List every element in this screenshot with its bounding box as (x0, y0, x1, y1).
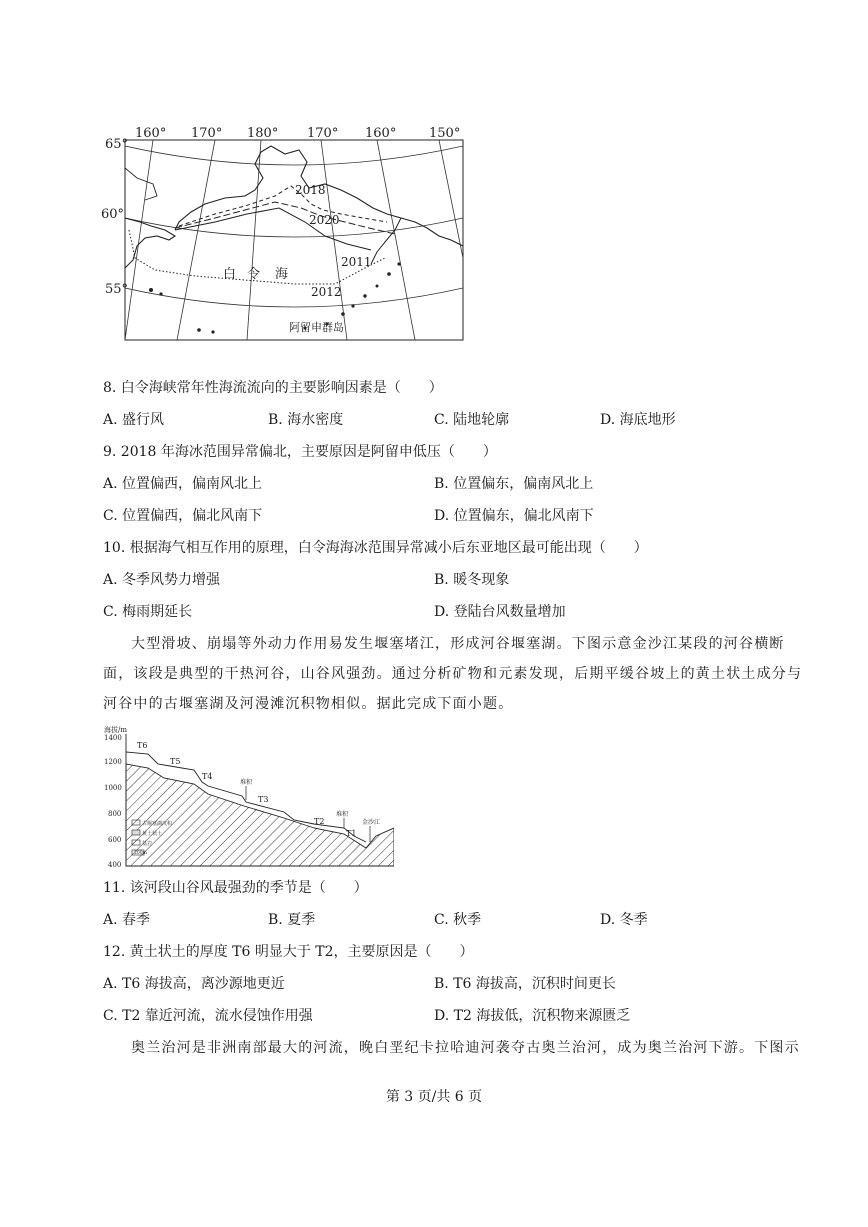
terrace-t6: T6 (137, 741, 148, 750)
q9-option-a[interactable]: A. 位置偏西，偏南风北上 (103, 476, 263, 492)
sea-label-char-1: 白 (223, 267, 237, 282)
q9-option-c[interactable]: C. 位置偏西，偏北风南下 (103, 508, 263, 524)
q9-option-d[interactable]: D. 位置偏东，偏北风南下 (434, 508, 594, 524)
q8-option-d[interactable]: D. 海底地形 (600, 412, 676, 428)
q12-option-d[interactable]: D. T2 海拔低，沉积物来源匮乏 (434, 1008, 631, 1024)
q12-option-b[interactable]: B. T6 海拔高，沉积时间更长 (434, 976, 616, 992)
y-tick-1400: 1400 (104, 734, 122, 742)
map-frame (125, 140, 463, 340)
q11-stem: 11. 该河段山谷风最强劲的季节是（ ） (103, 880, 368, 896)
q10-option-d[interactable]: D. 登陆台风数量增加 (434, 604, 566, 620)
passage1-line-2: 面，该段是典型的干热河谷，山谷风强劲。通过分析矿物和元素发现，后期平缓谷坡上的黄土状土成分与 (103, 666, 803, 682)
legend-lake-deposit: 古堰塞湖沉积 (142, 821, 173, 827)
y-tick-1000: 1000 (104, 784, 122, 792)
river-valley-profile (104, 724, 394, 870)
bering-sea-map (95, 118, 475, 348)
annotation-deposit-1: 堆积 (240, 779, 253, 786)
q12-stem: 12. 黄土状土的厚度 T6 明显大于 T2，主要原因是（ ） (103, 944, 474, 960)
legend-scale: 200m (134, 851, 147, 856)
q10-stem: 10. 根据海气相互作用的原理，白令海海冰范围异常减小后东亚地区最可能出现（ ） (103, 540, 648, 556)
lon-label-5: 160° (365, 126, 397, 141)
lat-label-55: 55° (105, 282, 129, 297)
alaska-coastline (261, 146, 463, 246)
bedrock-profile (126, 764, 394, 866)
terrace-t3: T3 (258, 795, 269, 804)
lat-line-55 (125, 288, 463, 307)
legend-bedrock: 基岩 (142, 841, 153, 847)
islands-label: 阿留申群岛 (289, 321, 344, 334)
annotation-deposit-2: 堆积 (336, 811, 349, 818)
q9-option-b[interactable]: B. 位置偏东，偏南风北上 (434, 476, 594, 492)
page-footer: 第 3 页/共 6 页 (385, 1089, 483, 1105)
y-tick-600: 600 (108, 836, 122, 844)
year-label-2012: 2012 (311, 285, 342, 299)
q10-option-b[interactable]: B. 暖冬现象 (434, 572, 510, 588)
lat-label-65: 65° (105, 137, 129, 152)
profile-y-title: 海拔/m (104, 726, 127, 734)
lon-label-4: 170° (307, 126, 339, 141)
annotation-jinsha-river: 金沙江 (362, 819, 381, 826)
q12-option-a[interactable]: A. T6 海拔高，离沙源地更近 (103, 976, 285, 992)
y-tick-400: 400 (108, 861, 122, 869)
q8-option-b[interactable]: B. 海水密度 (268, 412, 344, 428)
q8-option-a[interactable]: A. 盛行风 (103, 412, 165, 428)
lon-label-2: 170° (191, 126, 223, 141)
passage1-line-3: 河谷中的古堰塞湖及河漫滩沉积物相似。据此完成下面小题。 (103, 696, 514, 712)
terrace-t5: T5 (170, 757, 181, 766)
q8-option-c[interactable]: C. 陆地轮廓 (434, 412, 510, 428)
passage1-line-1: 大型滑坡、崩塌等外动力作用易发生堰塞堵江，形成河谷堰塞湖。下图示意金沙江某段的河谷横断 (131, 636, 785, 652)
q9-stem: 9. 2018 年海冰范围异常偏北，主要原因是阿留申低压（ ） (103, 444, 497, 460)
lon-label-6: 150° (429, 126, 461, 141)
terrace-t2: T2 (314, 817, 325, 826)
lon-label-1: 160° (135, 126, 167, 141)
year-label-2020: 2020 (309, 213, 340, 227)
passage2-line-1: 奥兰治河是非洲南部最大的河流，晚白垩纪卡拉哈迪河袭夺古奥兰治河，成为奥兰治河下游。下图示 (131, 1040, 800, 1056)
lat-line-65 (125, 146, 463, 165)
q8-stem: 8. 白令海峡常年性海流流向的主要影响因素是（ ） (103, 380, 443, 396)
y-tick-800: 800 (108, 810, 122, 818)
lon-label-3: 180° (247, 126, 279, 141)
q11-option-c[interactable]: C. 秋季 (434, 912, 482, 928)
y-tick-1200: 1200 (104, 758, 122, 766)
year-label-2011: 2011 (341, 255, 372, 269)
lat-label-60: 60° (101, 207, 125, 222)
q10-option-a[interactable]: A. 冬季风势力增强 (103, 572, 221, 588)
q10-option-c[interactable]: C. 梅雨期延长 (103, 604, 193, 620)
q12-option-c[interactable]: C. T2 靠近河流，流水侵蚀作用强 (103, 1008, 313, 1024)
q11-option-b[interactable]: B. 夏季 (268, 912, 316, 928)
sea-label-char-3: 海 (275, 267, 289, 282)
terrace-t4: T4 (202, 772, 213, 781)
legend-loess: 黄土状土 (142, 831, 163, 837)
q11-option-a[interactable]: A. 春季 (103, 912, 151, 928)
year-label-2018: 2018 (295, 183, 326, 197)
asia-coastline (125, 218, 175, 268)
q11-option-d[interactable]: D. 冬季 (600, 912, 648, 928)
ice-edge-2018 (179, 186, 387, 226)
terrace-t1: T1 (346, 829, 357, 838)
sea-label-char-2: 令 (247, 267, 261, 282)
